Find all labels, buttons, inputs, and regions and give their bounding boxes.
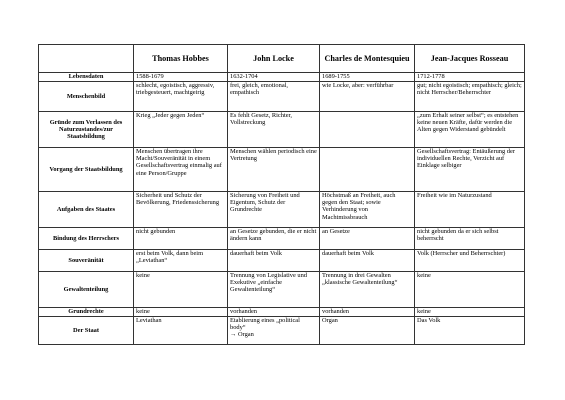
header-hobbes: Thomas Hobbes [134,45,228,73]
cell: an Gesetze [320,228,415,250]
cell [320,112,415,148]
cell: Höchstmaß an Freiheit, auch gegen den Staat; sowie Verhinderung von Machtmissbrauch [320,192,415,228]
cell: Gesellschaftsvertrag: Entäußerung der individuellen Rechte, Verzicht auf Einklage selbiger [415,148,525,192]
cell: Sicherheit und Schutz der Bevölkerung, Friedenssicherung [134,192,228,228]
cell [228,317,320,345]
row-label-menschenbild: Menschenbild [39,82,134,112]
table-row [39,250,525,272]
cell: nicht gebunden da er sich selbst beherrscht [415,228,525,250]
cell: Leviathan [134,317,228,345]
cell: Organ [320,317,415,345]
table-row [39,112,525,148]
cell: Freiheit wie im Naturzustand [415,192,525,228]
cell: keine [134,308,228,317]
cell: keine [415,272,525,308]
table-row [39,272,525,308]
cell: erst beim Volk, dann beim „Leviathan“ [134,250,228,272]
table-row [39,148,525,192]
cell: dauerhaft beim Volk [320,250,415,272]
cell: dauerhaft beim Volk [228,250,320,272]
row-label-vorgang: Vorgang der Staatsbildung [39,148,134,192]
row-label-gruende: Gründe zum Verlassen des Naturzustandes/zur Staatsbildung [39,112,134,148]
header-locke: John Locke [228,45,320,73]
cell-text: Etablierung eines „political body“ [230,317,300,332]
cell: Trennung von Legislative und Exekutive „einfache Gewaltenteilung“ [228,272,320,308]
cell: 1632-1704 [228,73,320,82]
cell: Sicherung von Freiheit und Eigentum, Schutz der Grundrechte [228,192,320,228]
cell: „zum Erhalt seiner selbst“; es entstehen keine neuen Kräfte, dafür werden die Alten gegen Widerstand gebündelt [415,112,525,148]
table-row [39,192,525,228]
cell: frei, gleich, emotional, empathisch [228,82,320,112]
table-row [39,317,525,345]
row-label-bindung: Bindung des Herrschers [39,228,134,250]
cell: nicht gebunden [134,228,228,250]
row-label-grundrechte: Grundrechte [39,308,134,317]
row-label-lebensdaten: Lebensdaten [39,73,134,82]
row-label-souveraenitaet: Souveränität [39,250,134,272]
philosophers-comparison-table [38,44,525,345]
cell: Menschen wählen periodisch eine Vertretung [228,148,320,192]
cell: gut; nicht egoistisch; empathisch; gleich; nicht Herrscher/Beherrschter [415,82,525,112]
cell: Es fehlt Gesetz, Richter, Vollstreckung [228,112,320,148]
cell: Krieg „Jeder gegen Jeden“ [134,112,228,148]
cell-extra-text: → Organ [230,331,254,339]
table-row [39,82,525,112]
table-row [39,308,525,317]
cell: Trennung in drei Gewalten „klassische Gewaltenteilung“ [320,272,415,308]
table-row [39,228,525,250]
table-row [39,73,525,82]
header-rousseau: Jean-Jacques Rosseau [415,45,525,73]
cell: vorhanden [320,308,415,317]
cell: 1712-1778 [415,73,525,82]
row-label-gewaltenteilung: Gewaltenteilung [39,272,134,308]
cell [320,148,415,192]
cell: wie Locke, aber: verführbar [320,82,415,112]
cell: 1588-1679 [134,73,228,82]
cell: keine [134,272,228,308]
cell: Das Volk [415,317,525,345]
document-page [38,44,524,345]
header-corner [39,45,134,73]
cell: Volk (Herrscher und Beherrschter) [415,250,525,272]
header-row [39,45,525,73]
cell: keine [415,308,525,317]
row-label-staat: Der Staat [39,317,134,345]
cell: vorhanden [228,308,320,317]
header-montesquieu: Charles de Montesquieu [320,45,415,73]
row-label-aufgaben: Aufgaben des Staates [39,192,134,228]
cell: 1689-1755 [320,73,415,82]
cell: Menschen übertragen ihre Macht/Souveränität in einem Gesellschaftsvertrag einmalig auf eine Person/Gruppe [134,148,228,192]
cell: an Gesetze gebunden, die er nicht ändern kann [228,228,320,250]
cell: schlecht, egoistisch, aggressiv, triebgesteuert, machtgeirig [134,82,228,112]
